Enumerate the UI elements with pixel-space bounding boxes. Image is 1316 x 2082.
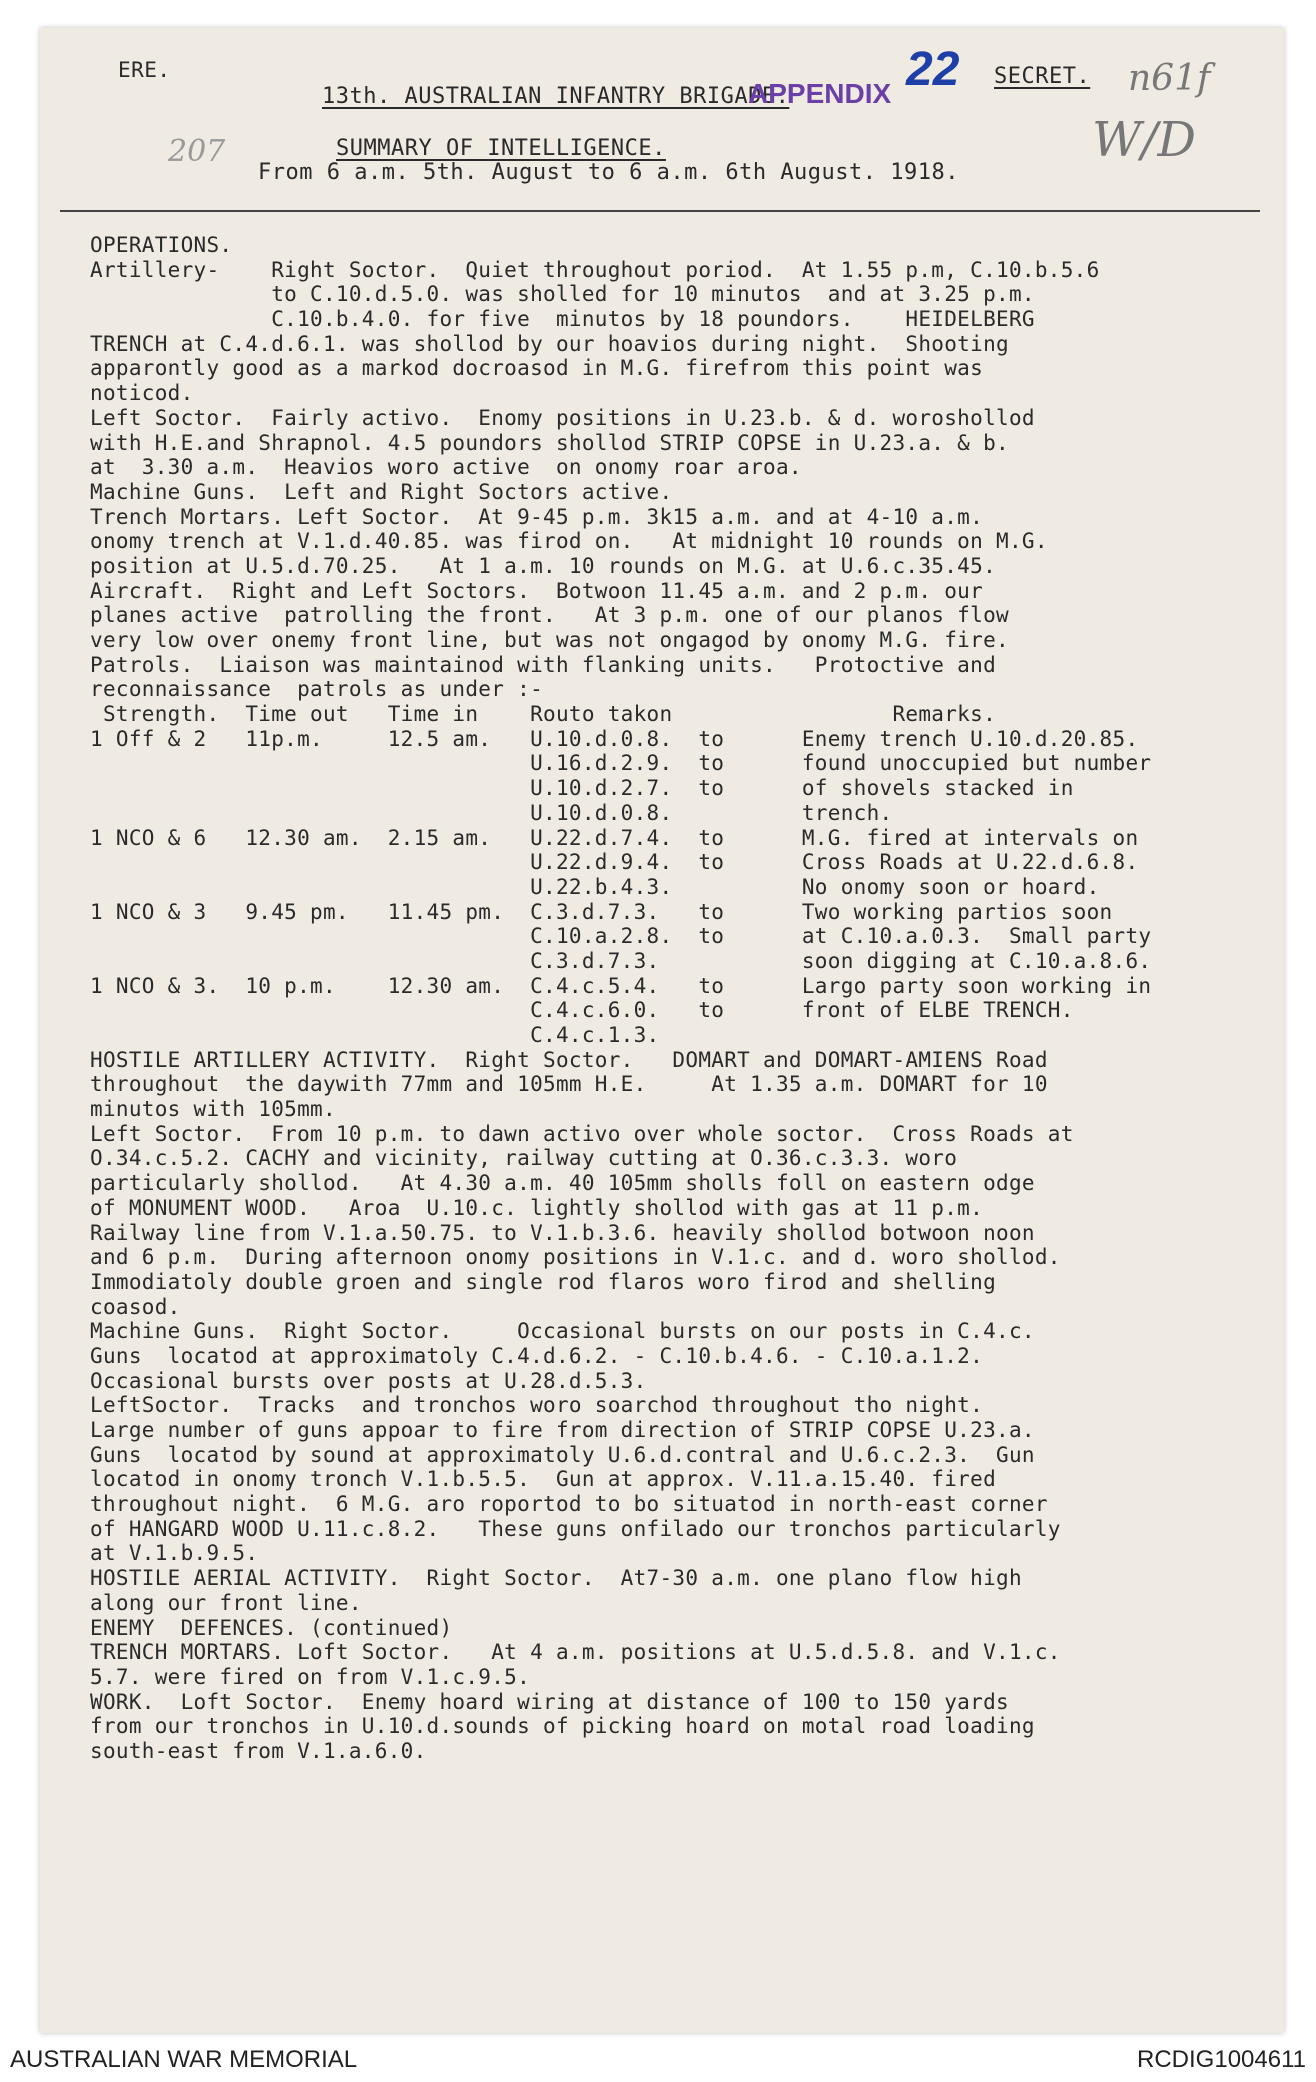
body-line: and 6 p.m. During afternoon onomy positions in V.1.c. and d. woro shollod.: [90, 1245, 1061, 1270]
archive-credit: AUSTRALIAN WAR MEMORIAL: [10, 2046, 358, 2073]
body-line: C.10.a.2.8. to at C.10.a.0.3. Small party: [90, 924, 1152, 949]
appendix-number: 22: [906, 43, 960, 96]
body-line: C.3.d.7.3. soon digging at C.10.a.8.6.: [90, 948, 1152, 973]
body-line: U.22.b.4.3. No onomy soon or hoard.: [90, 874, 1100, 899]
page-number-pencil: 207: [168, 134, 226, 169]
corner-annotation-1: n61f: [1128, 58, 1211, 99]
body-line: particularly shollod. At 4.30 a.m. 40 105mm sholls foll on eastern odge: [90, 1171, 1035, 1196]
body-line: minutos with 105mm.: [90, 1097, 336, 1122]
body-line: planes active patrolling the front. At 3 p.m. one of our planos flow: [90, 603, 1009, 628]
body-line: ENEMY DEFENCES. (continued): [90, 1615, 453, 1640]
body-line: Aircraft. Right and Left Soctors. Botwoon 11.45 a.m. and 2 p.m. our: [90, 578, 984, 603]
body-line: TRENCH at C.4.d.6.1. was shollod by our hoavios during night. Shooting: [90, 331, 1009, 356]
body-line: Occasional bursts over posts at U.28.d.5.3.: [90, 1368, 647, 1393]
body-line: with H.E.and Shrapnol. 4.5 poundors shollod STRIP COPSE in U.23.a. & b.: [90, 430, 1009, 455]
body-line: LeftSoctor. Tracks and tronchos woro soarchod throughout tho night.: [90, 1393, 984, 1418]
body-line: of MONUMENT WOOD. Aroa U.10.c. lightly shollod with gas at 11 p.m.: [90, 1195, 984, 1220]
body-line: Artillery- Right Soctor. Quiet throughout poriod. At 1.55 p.m, C.10.b.5.6: [90, 257, 1100, 282]
body-line: onomy trench at V.1.d.40.85. was firod on. At midnight 10 rounds on M.G.: [90, 529, 1048, 554]
body-line: 1 Off & 2 11p.m. 12.5 am. U.10.d.0.8. to Enemy trench U.10.d.20.85.: [90, 726, 1139, 751]
body-line: at V.1.b.9.5.: [90, 1541, 259, 1566]
corner-annotation-2: W/D: [1092, 112, 1196, 168]
body-line: O.34.c.5.2. CACHY and vicinity, railway cutting at O.36.c.3.3. woro: [90, 1146, 958, 1171]
body-line: locatod in onomy tronch V.1.b.5.5. Gun at approx. V.11.a.15.40. fired: [90, 1467, 997, 1492]
report-body: [90, 233, 1270, 1764]
body-line: noticod.: [90, 381, 194, 406]
report-period: From 6 a.m. 5th. August to 6 a.m. 6th August. 1918.: [258, 160, 960, 185]
body-line: Trench Mortars. Left Soctor. At 9-45 p.m. 3k15 a.m. and at 4-10 a.m.: [90, 504, 984, 529]
body-line: coasod.: [90, 1294, 181, 1319]
body-line: Strength. Time out Time in Routo takon Remarks.: [90, 702, 997, 727]
body-line: Left Soctor. From 10 p.m. to dawn activo over whole soctor. Cross Roads at: [90, 1121, 1074, 1146]
body-line: OPERATIONS.: [90, 233, 233, 257]
body-line: Machine Guns. Left and Right Soctors active.: [90, 479, 673, 504]
body-line: 1 NCO & 6 12.30 am. 2.15 am. U.22.d.7.4. to M.G. fired at intervals on: [90, 825, 1139, 850]
archive-reference: RCDIG1004611: [1137, 2046, 1306, 2073]
body-line: Immodiatoly double groen and single rod flaros woro firod and shelling: [90, 1269, 997, 1294]
body-line: Patrols. Liaison was maintainod with flanking units. Protoctive and: [90, 652, 997, 677]
body-line: south-east from V.1.a.6.0.: [90, 1738, 427, 1763]
body-line: U.10.d.0.8. trench.: [90, 800, 893, 825]
body-line: of HANGARD WOOD U.11.c.8.2. These guns onfilado our tronchos particularly: [90, 1516, 1061, 1541]
body-line: from our tronchos in U.10.d.sounds of picking hoard on motal road loading: [90, 1714, 1035, 1739]
body-line: throughout night. 6 M.G. aro roportod to bo situatod in north-east corner: [90, 1492, 1048, 1517]
body-line: Machine Guns. Right Soctor. Occasional bursts on our posts in C.4.c.: [90, 1319, 1035, 1344]
body-line: position at U.5.d.70.25. At 1 a.m. 10 rounds on M.G. at U.6.c.35.45.: [90, 553, 997, 578]
summary-title: SUMMARY OF INTELLIGENCE.: [336, 136, 666, 161]
body-line: Guns locatod by sound at approximatoly U.6.d.contral and U.6.c.2.3. Gun: [90, 1442, 1035, 1467]
body-line: WORK. Loft Soctor. Enemy hoard wiring at distance of 100 to 150 yards: [90, 1689, 1009, 1714]
body-line: 1 NCO & 3. 10 p.m. 12.30 am. C.4.c.5.4. to Largo party soon working in: [90, 973, 1152, 998]
body-line: U.16.d.2.9. to found unoccupied but number: [90, 751, 1152, 776]
brigade-title: 13th. AUSTRALIAN INFANTRY BRIGADE.: [322, 84, 790, 109]
body-line: very low over onemy front line, but was not ongagod by onomy M.G. fire.: [90, 628, 1009, 652]
body-line: at 3.30 a.m. Heavios woro active on onomy roar aroa.: [90, 455, 802, 480]
body-line: Left Soctor. Fairly activo. Enomy positions in U.23.b. & d. woroshollod: [90, 405, 1035, 430]
appendix-stamp: APPENDIX: [748, 78, 892, 109]
body-line: U.22.d.9.4. to Cross Roads at U.22.d.6.8.: [90, 850, 1139, 875]
body-line: 5.7. were fired on from V.1.c.9.5.: [90, 1664, 531, 1689]
body-line: 1 NCO & 3 9.45 pm. 11.45 pm. C.3.d.7.3. to Two working partios soon: [90, 899, 1113, 924]
body-line: HOSTILE AERIAL ACTIVITY. Right Soctor. At7-30 a.m. one plano flow high: [90, 1566, 1022, 1591]
body-line: throughout the daywith 77mm and 105mm H.E. At 1.35 a.m. DOMART for 10: [90, 1072, 1048, 1097]
body-line: U.10.d.2.7. to of shovels stacked in: [90, 776, 1074, 801]
body-line: apparontly good as a markod docroasod in M.G. firefrom this point was: [90, 356, 984, 381]
header-rule: [60, 210, 1260, 212]
body-line: C.4.c.6.0. to front of ELBE TRENCH.: [90, 998, 1074, 1023]
body-line: C.10.b.4.0. for five minutos by 18 poundors. HEIDELBERG: [90, 307, 1035, 332]
body-line: to C.10.d.5.0. was sholled for 10 minutos and at 3.25 p.m.: [90, 282, 1035, 307]
reference-code: ERE.: [118, 58, 171, 82]
body-line: Railway line from V.1.a.50.75. to V.1.b.3.6. heavily shollod botwoon noon: [90, 1220, 1035, 1245]
body-line: reconnaissance patrols as under :-: [90, 677, 544, 702]
body-line: HOSTILE ARTILLERY ACTIVITY. Right Soctor. DOMART and DOMART-AMIENS Road: [90, 1047, 1048, 1072]
body-line: along our front line.: [90, 1590, 362, 1615]
body-line: TRENCH MORTARS. Loft Soctor. At 4 a.m. positions at U.5.d.5.8. and V.1.c.: [90, 1640, 1061, 1665]
body-line: Large number of guns appoar to fire from direction of STRIP COPSE U.23.a.: [90, 1418, 1035, 1442]
body-line: Guns locatod at approximatoly C.4.d.6.2. - C.10.b.4.6. - C.10.a.1.2.: [90, 1343, 984, 1368]
body-line: C.4.c.1.3.: [90, 1023, 660, 1047]
secret-marking: SECRET.: [994, 64, 1091, 89]
